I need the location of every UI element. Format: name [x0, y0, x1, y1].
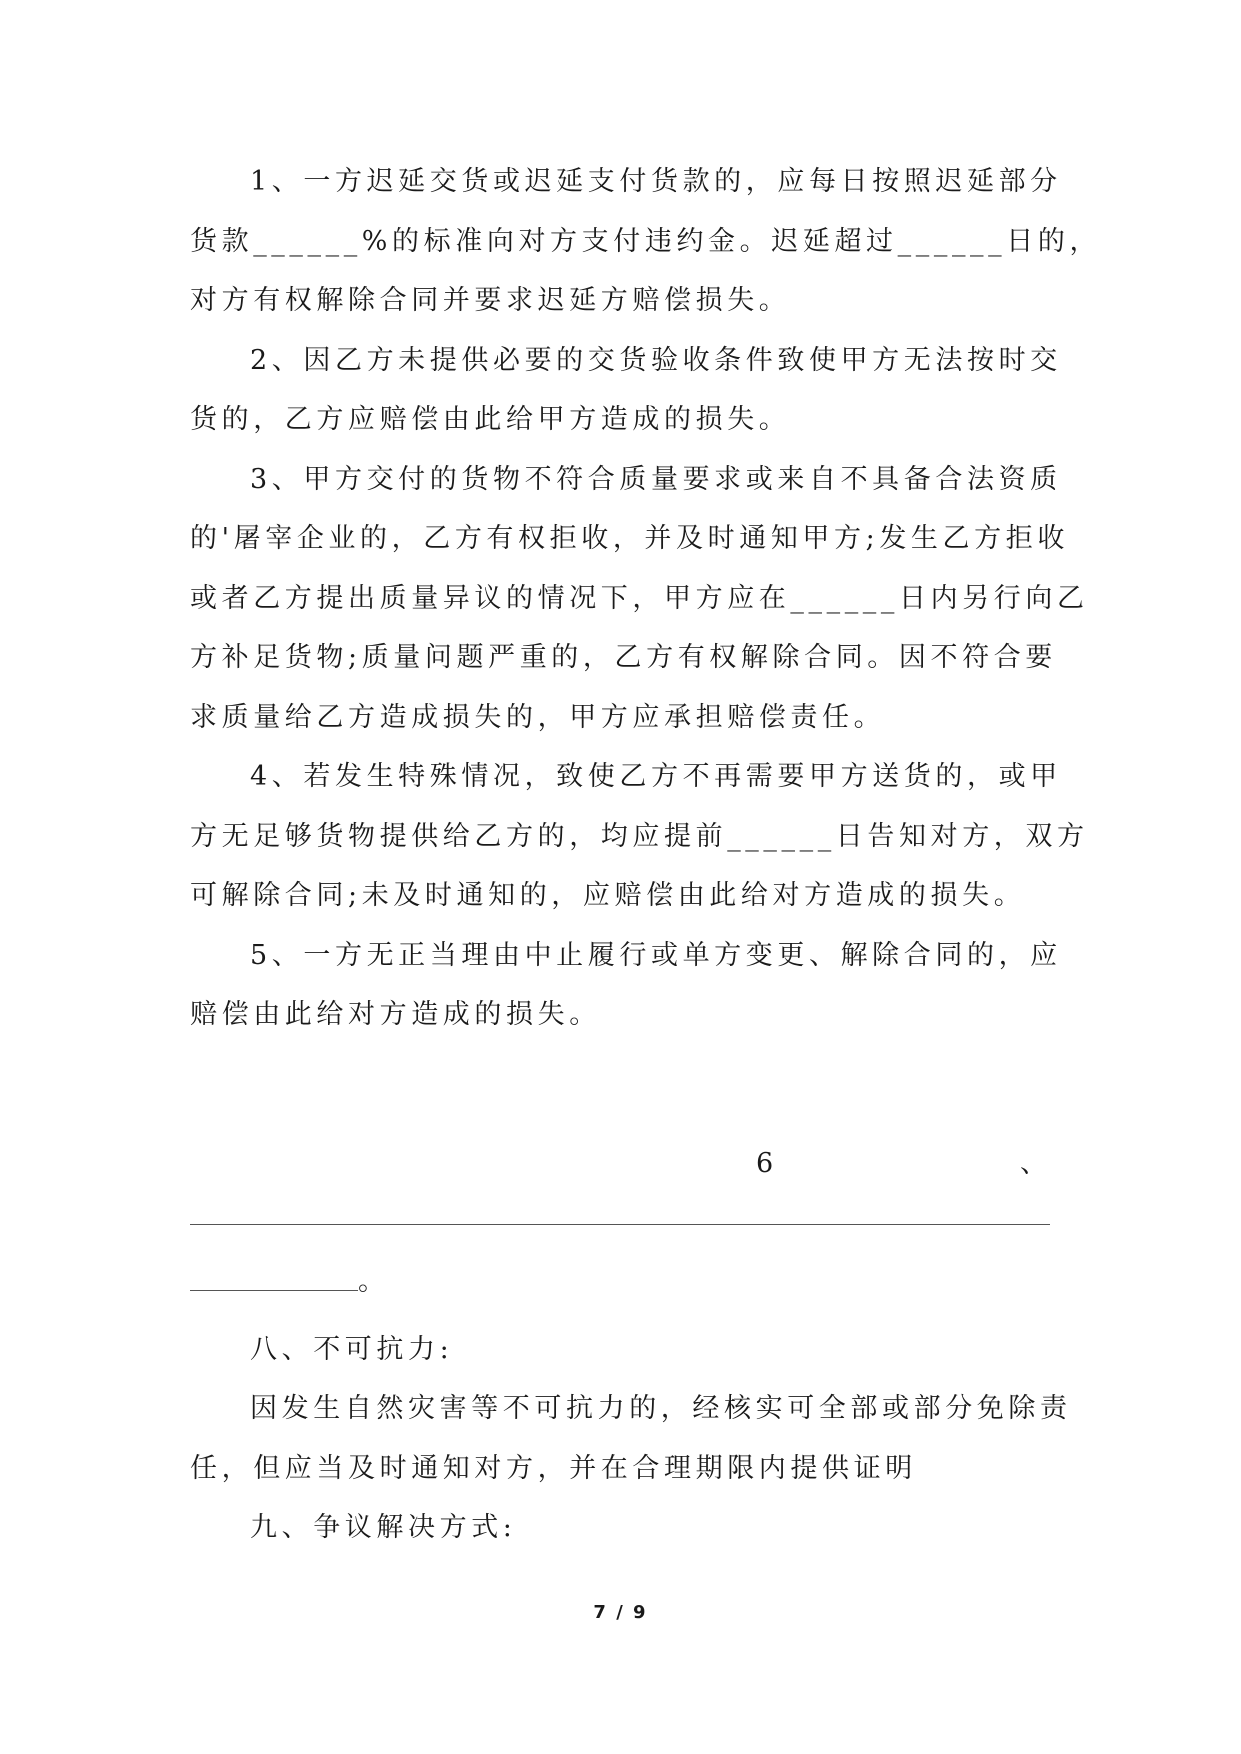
clause-3-line-4: 方补足货物;质量问题严重的，乙方有权解除合同。因不符合要 — [190, 642, 1057, 673]
clause-4-line-1: 4、若发生特殊情况，致使乙方不再需要甲方送货的，或甲 — [250, 761, 1062, 792]
clause-2-line-2: 货的，乙方应赔偿由此给甲方造成的损失。 — [190, 404, 791, 435]
section-9-heading: 九、争议解决方式: — [250, 1512, 517, 1543]
clause-1-line-3: 对方有权解除合同并要求迟延方赔偿损失。 — [190, 285, 791, 316]
clause-5-line-1: 5、一方无正当理由中止履行或单方变更、解除合同的，应 — [250, 940, 1062, 971]
clause-6-blank-line-short — [190, 1290, 358, 1291]
clause-5-line-2: 赔偿由此给对方造成的损失。 — [190, 999, 601, 1030]
clause-4-line-2: 方无足够货物提供给乙方的，均应提前______日告知对方，双方 — [190, 821, 1089, 852]
clause-3-line-2: 的'屠宰企业的，乙方有权拒收，并及时通知甲方;发生乙方拒收 — [190, 523, 1069, 554]
clause-2-line-1: 2、因乙方未提供必要的交货验收条件致使甲方无法按时交 — [250, 345, 1062, 376]
clause-3-line-1: 3、甲方交付的货物不符合质量要求或来自不具备合法资质 — [250, 464, 1062, 495]
clause-6-blank-line — [190, 1224, 1050, 1225]
clause-6-end-mark: 。 — [358, 1266, 385, 1297]
section-8-body-line-1: 因发生自然灾害等不可抗力的，经核实可全部或部分免除责 — [250, 1393, 1072, 1424]
clause-1-line-1: 1、一方迟延交货或迟延支付货款的，应每日按照迟延部分 — [250, 166, 1062, 197]
clause-6-mark: 、 — [1020, 1148, 1047, 1179]
clause-3-line-3: 或者乙方提出质量异议的情况下，甲方应在______日内另行向乙 — [190, 583, 1089, 614]
section-8-heading: 八、不可抗力: — [250, 1334, 454, 1365]
section-8-body-line-2: 任，但应当及时通知对方，并在合理期限内提供证明 — [190, 1453, 917, 1484]
clause-3-line-5: 求质量给乙方造成损失的，甲方应承担赔偿责任。 — [190, 702, 886, 733]
page-number: 7 / 9 — [593, 1602, 648, 1623]
clause-1-line-2: 货款______%的标准向对方支付违约金。迟延超过______日的， — [190, 226, 1102, 257]
clause-4-line-3: 可解除合同;未及时通知的，应赔偿由此给对方造成的损失。 — [190, 880, 1026, 911]
clause-6-number: 6 — [756, 1148, 774, 1179]
